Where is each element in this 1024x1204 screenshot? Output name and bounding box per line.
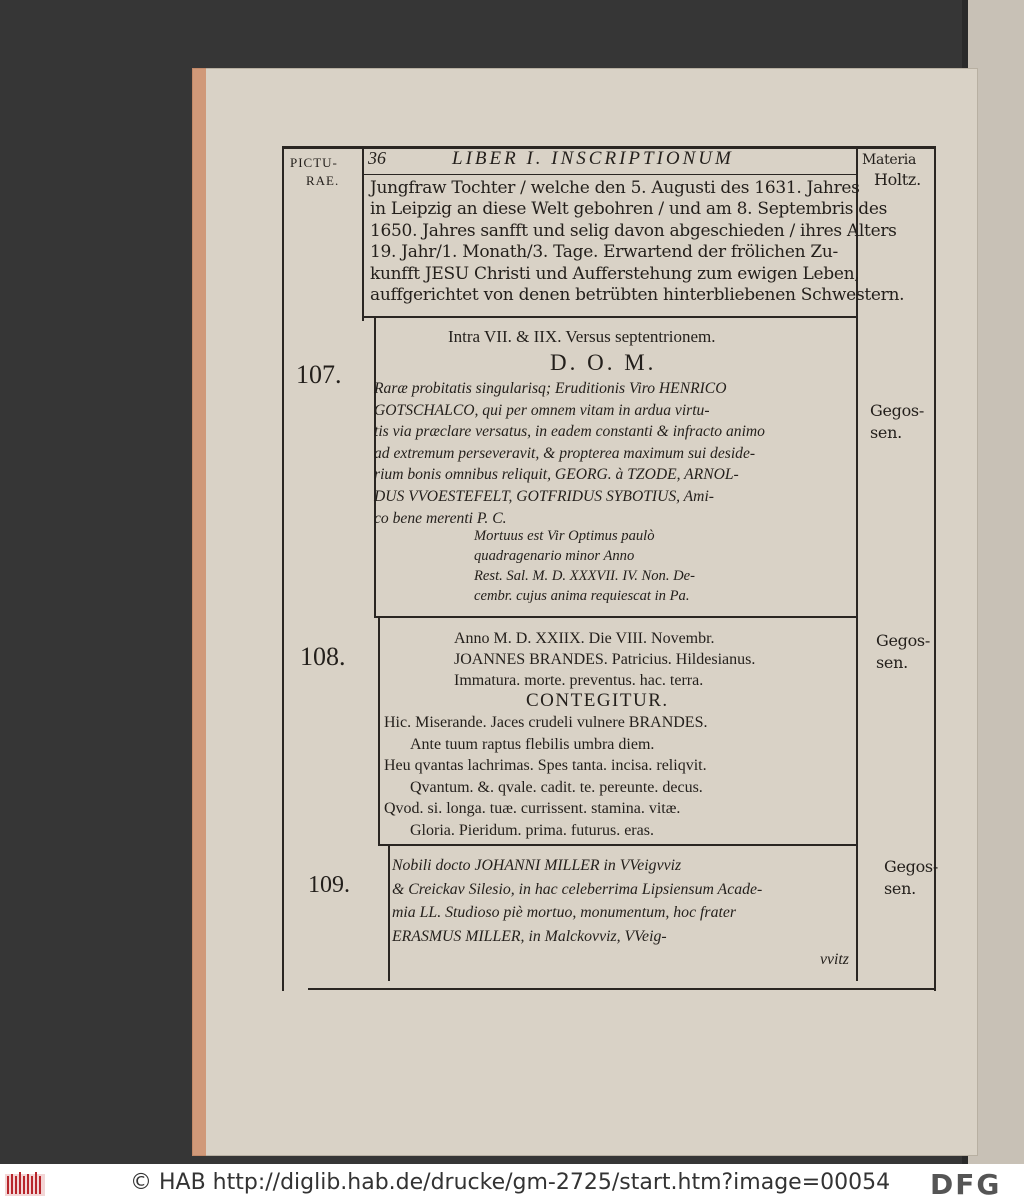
- entry-107-dom: D. O. M.: [550, 350, 657, 375]
- entry-108-line: Anno M. D. XXIIX. Die VIII. Novembr.: [454, 630, 715, 647]
- header-underline: [362, 174, 858, 175]
- text-column-left-rule: [362, 146, 364, 321]
- material-107-line-2: sen.: [870, 423, 902, 442]
- entry-107-text: [374, 378, 765, 529]
- material-108-line-1: Gegos-: [876, 631, 930, 650]
- page-number: 36: [368, 148, 386, 168]
- entry-107-line: rium bonis omnibus reliquit, GEORG. à TZODE, ARNOL-: [374, 466, 739, 484]
- verse-line: Hic. Miserande. Jaces crudeli vulnere BRANDES.: [384, 714, 708, 731]
- entry-109-line: mia LL. Studioso piè mortuo, monumentum, hoc frater: [392, 904, 737, 921]
- continuation-line: kunfft JESU Christi und Aufferstehung zum ewigen Leben,: [370, 263, 860, 284]
- entry-divider-2: [376, 616, 858, 618]
- entry-109-line: ERASMUS MILLER, in Malckovviz, VVeig-: [392, 927, 667, 945]
- verse-line: Qvantum. &. qvale. cadit. te. pereunte. decus.: [410, 778, 703, 796]
- entry-108-line: Immatura. morte. preventus. hac. terra.: [454, 672, 704, 689]
- copyright-link[interactable]: © HAB http://diglib.hab.de/drucke/gm-2725/start.htm?image=00054: [130, 1170, 891, 1195]
- verse-line: Ante tuum raptus flebilis umbra diem.: [410, 735, 655, 753]
- entry-number-108: 108.: [300, 642, 346, 671]
- entry-continuation: [370, 178, 904, 306]
- entry-108-text: [454, 628, 755, 691]
- material-109-line-1: Gegos-: [884, 857, 938, 876]
- entry-107-line: tis via præclare versatus, in eadem constanti & infracto animo: [374, 423, 765, 441]
- material-109-line-2: sen.: [884, 879, 916, 898]
- left-margin-label: [290, 154, 339, 190]
- entry-number-107: 107.: [296, 360, 342, 389]
- frame-bottom-rule: [308, 988, 936, 990]
- material-107: [870, 400, 924, 444]
- entry-107-heading: Intra VII. & IIX. Versus septentrionem.: [448, 327, 716, 346]
- entry-108-verse: [384, 712, 707, 841]
- continuation-line: 19. Jahr/1. Monath/3. Tage. Erwartend der frölichen Zu-: [370, 242, 838, 263]
- verse-line: Gloria. Pieridum. prima. futurus. eras.: [410, 821, 654, 839]
- entry-107-line: GOTSCHALCO, qui per omnem vitam in ardua virtu-: [374, 401, 710, 419]
- entry-107-epitaph-line: cembr. cujus anima requiescat in Pa.: [474, 588, 690, 604]
- left-margin-label-line-1: PICTU-: [290, 155, 338, 170]
- entry-109-line: & Creickav Silesio, in hac celeberrima Lipsiensum Acade-: [392, 880, 763, 898]
- page-edge-shading: [192, 68, 206, 1156]
- frame-left-rule: [282, 146, 284, 991]
- continuation-line: 1650. Jahres sanfft und selig davon abgeschieden / ihres Alters: [370, 220, 897, 241]
- entry-107-line: ad extremum perseveravit, & propterea maximum sui deside-: [374, 444, 756, 462]
- entry-divider-1: [362, 316, 858, 318]
- continuation-line: Jungfraw Tochter / welche den 5. Augusti des 1631. Jahres: [370, 178, 860, 198]
- entry-107-epitaph: [474, 526, 695, 606]
- entry-109-line: Nobili docto JOHANNI MILLER in VVeigvviz: [392, 857, 682, 874]
- text-column-left-rule-3: [378, 618, 380, 846]
- entry-107-epitaph-line: Rest. Sal. M. D. XXXVII. IV. Non. De-: [474, 568, 696, 584]
- material-109: [884, 856, 938, 900]
- entry-108-line: JOANNES BRANDES. Patricius. Hildesianus.: [454, 651, 756, 668]
- entry-108-contegitur: CONTEGITUR.: [526, 690, 669, 711]
- hab-logo-icon: [4, 1170, 46, 1198]
- material-107-line-1: Gegos-: [870, 401, 924, 420]
- text-column-left-rule-4: [388, 846, 390, 981]
- verse-line: Heu qvantas lachrimas. Spes tanta. incisa. reliqvit.: [384, 757, 707, 774]
- entry-107-line: DUS VVOESTEFELT, GOTFRIDUS SYBOTIUS, Ami-: [374, 487, 714, 505]
- running-title: LIBER I. INSCRIPTIONUM: [452, 148, 734, 169]
- right-margin-label-line-2: Holtz.: [874, 170, 921, 189]
- verse-line: Qvod. si. longa. tuæ. currissent. stamina. vitæ.: [384, 800, 681, 817]
- continuation-line: auffgerichtet von denen betrübten hinterbliebenen Schwestern.: [370, 285, 905, 306]
- entry-107-epitaph-line: Mortuus est Vir Optimus paulò: [474, 528, 655, 544]
- right-margin-label-line-1: Materia: [862, 152, 917, 168]
- left-margin-label-line-2: RAE.: [306, 173, 340, 188]
- entry-number-109: 109.: [308, 872, 350, 898]
- entry-divider-3: [378, 844, 858, 846]
- dfg-logo: DFG: [930, 1168, 1002, 1201]
- entry-109-line: vvitz: [820, 951, 849, 968]
- continuation-line: in Leipzig an diese Welt gebohren / und am 8. Septembris des: [370, 199, 888, 220]
- entry-107-line: Raræ probitatis singularisq; Eruditionis Viro HENRICO: [374, 380, 727, 397]
- entry-107-epitaph-line: quadragenario minor Anno: [474, 548, 635, 564]
- entry-109-text: [392, 854, 849, 972]
- entry-107-line: co bene merenti P. C.: [374, 509, 507, 527]
- material-108-line-2: sen.: [876, 653, 908, 672]
- material-108: [876, 630, 930, 674]
